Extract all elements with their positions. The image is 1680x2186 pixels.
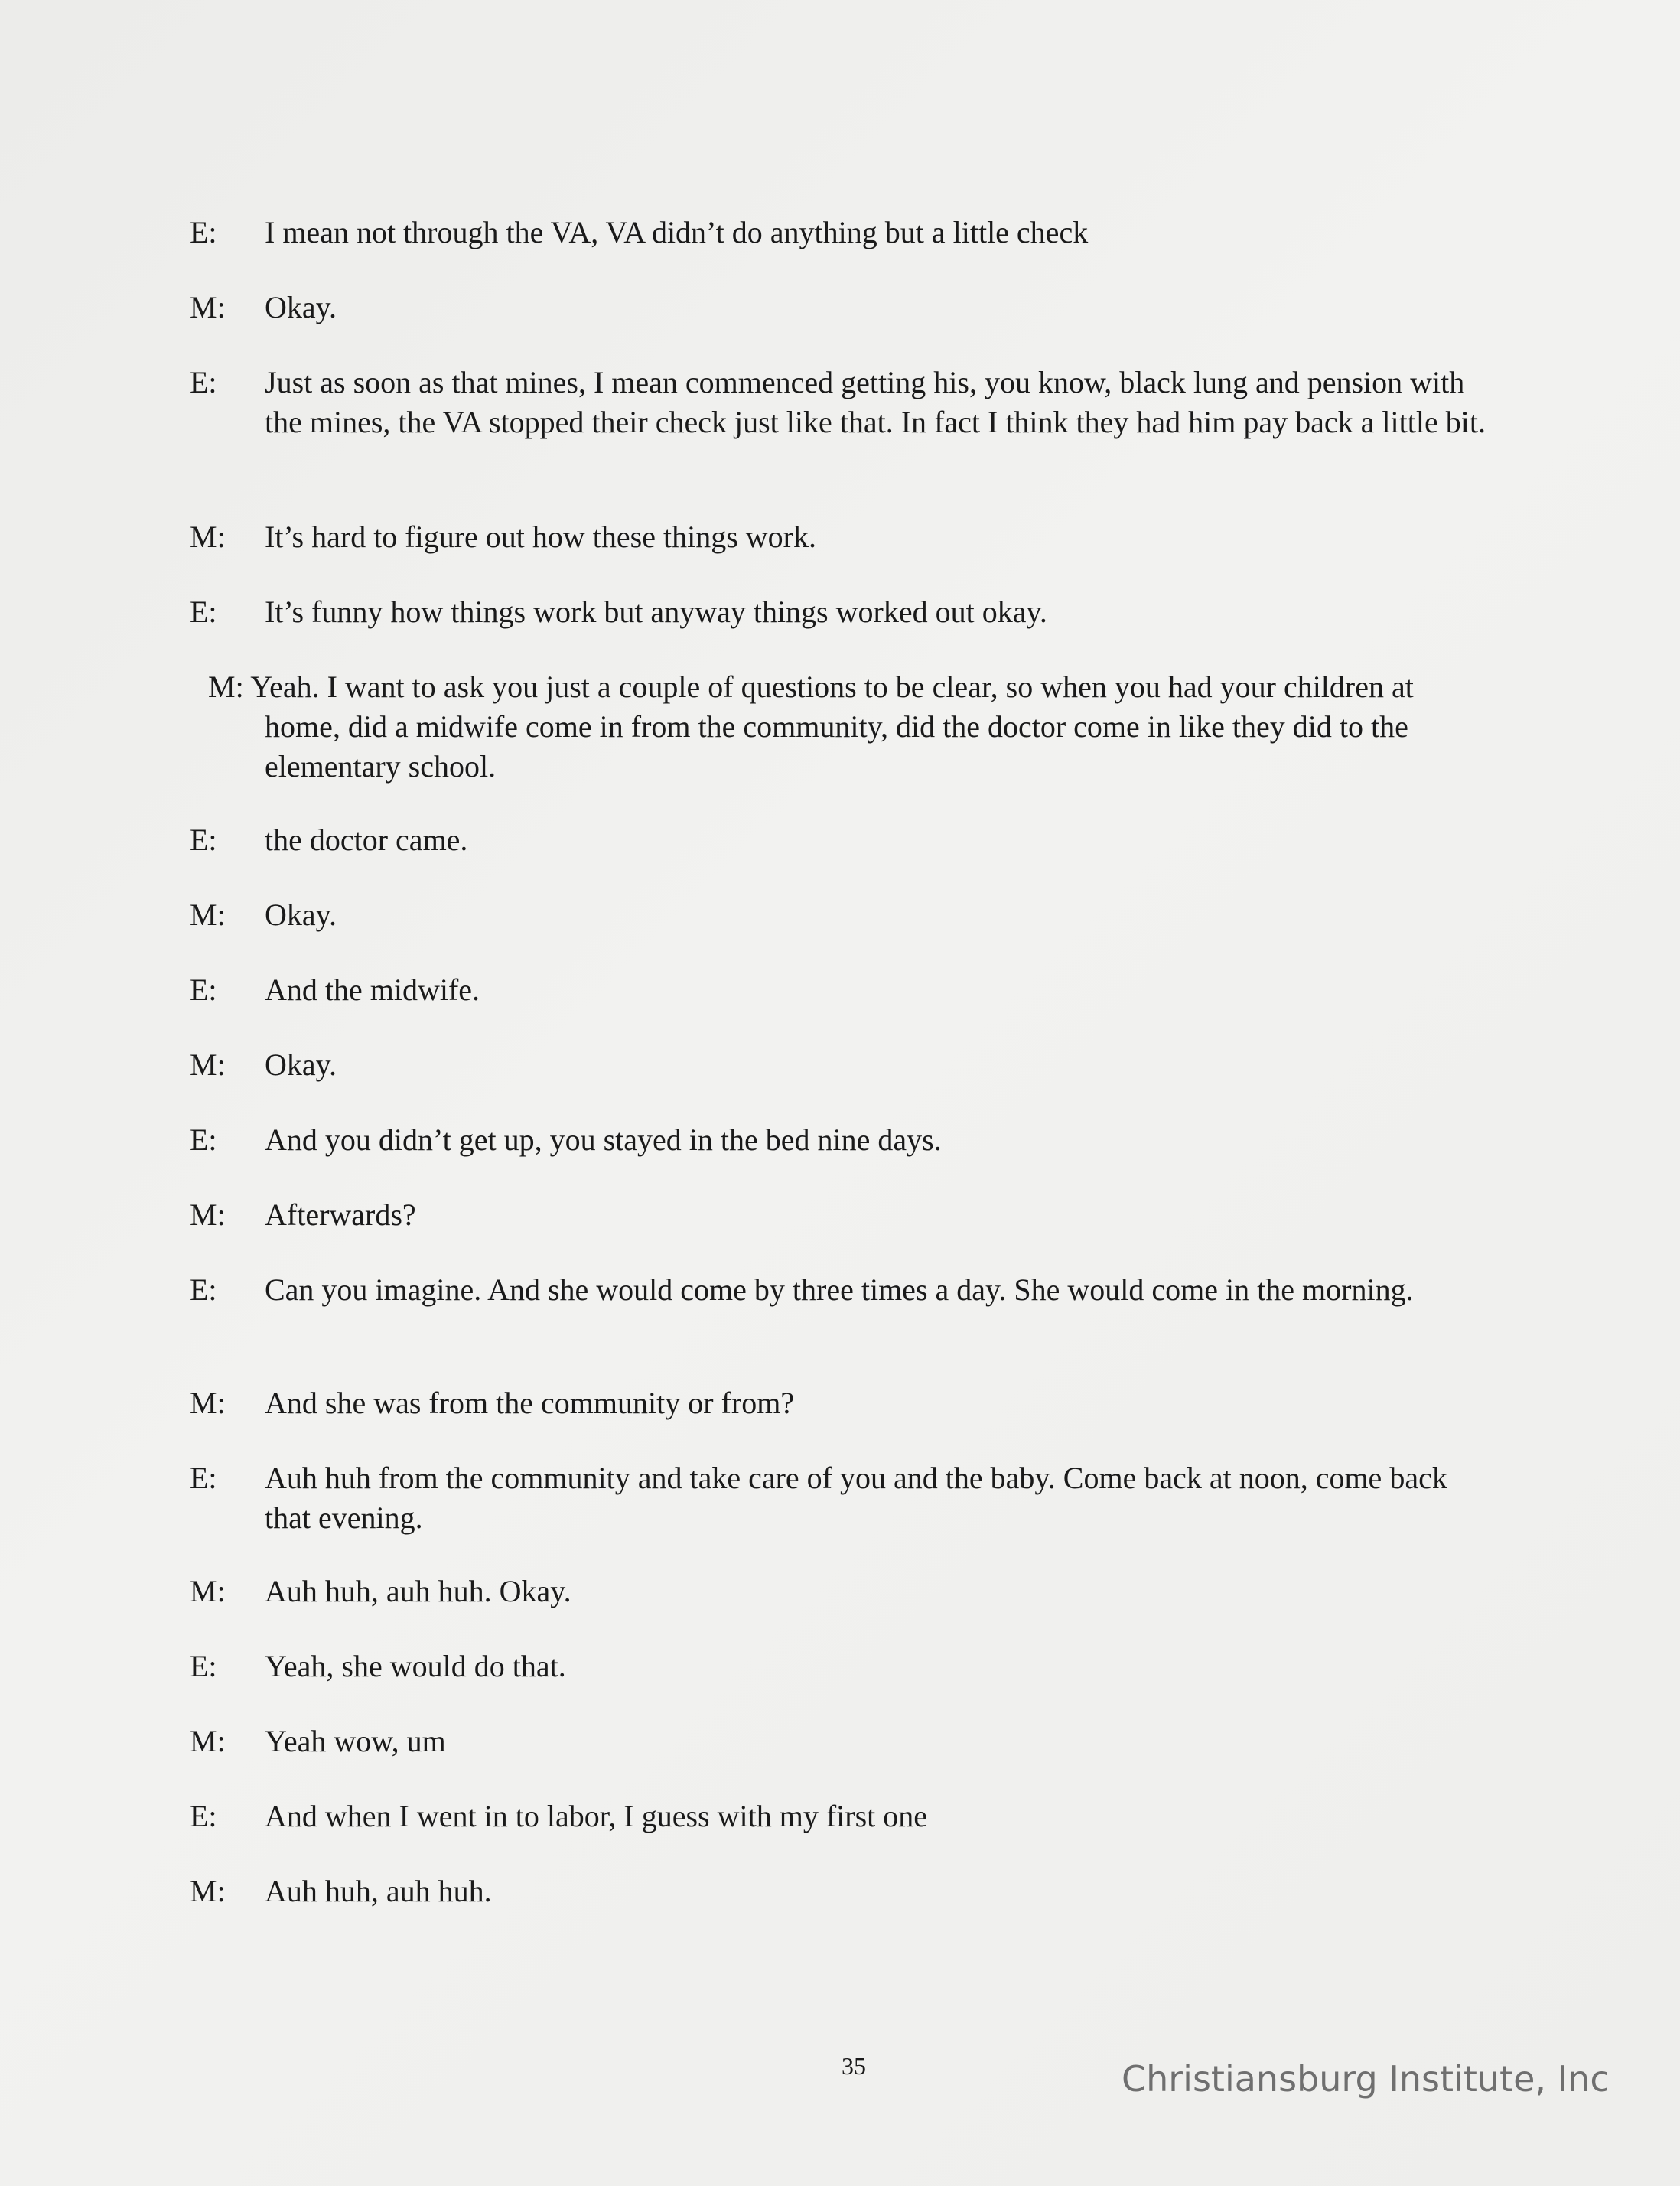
watermark: Christiansburg Institute, Inc: [1122, 2058, 1610, 2100]
speaker-label: E:: [190, 823, 217, 857]
turn-text: Okay.: [265, 898, 337, 932]
turn-text: Auh huh from the community and take care of you and the baby. Come back at noon, come back that evening.: [265, 1461, 1447, 1535]
speaker-label: M:: [190, 520, 226, 554]
speaker-label: E:: [190, 365, 217, 399]
turn-text: Auh huh, auh huh. Okay.: [265, 1574, 571, 1608]
speaker-label: E:: [190, 215, 217, 249]
turn-text: It’s hard to figure out how these things work.: [265, 520, 816, 554]
turn-text: Okay.: [265, 290, 337, 324]
speaker-label: E:: [190, 1799, 217, 1833]
page-number: 35: [842, 2052, 866, 2080]
turn-text: Okay.: [265, 1047, 337, 1082]
speaker-label: E:: [190, 595, 217, 629]
speaker-label: E:: [190, 972, 217, 1007]
speaker-label: M:: [190, 290, 226, 324]
turn-text: Just as soon as that mines, I mean commenced getting his, you know, black lung and pension with the mines, the VA stopped their check just like that. In fact I think they had him pay back a little bit.: [265, 365, 1486, 439]
speaker-label: M:: [190, 1386, 226, 1420]
turn-text: And you didn’t get up, you stayed in the bed nine days.: [265, 1122, 942, 1157]
turn-text: Afterwards?: [265, 1197, 416, 1232]
speaker-label: M:: [190, 1047, 226, 1082]
speaker-label: M:: [190, 1874, 226, 1908]
turn-text: I mean not through the VA, VA didn’t do anything but a little check: [265, 215, 1089, 249]
turn-text: Yeah wow, um: [265, 1724, 446, 1758]
turn-text: Can you imagine. And she would come by three times a day. She would come in the morning.: [265, 1272, 1414, 1307]
speaker-label: E:: [190, 1649, 217, 1683]
speaker-label: E:: [190, 1122, 217, 1157]
speaker-label: E:: [190, 1461, 217, 1495]
turn-text: And when I went in to labor, I guess with my first one: [265, 1799, 928, 1833]
turn-text: And she was from the community or from?: [265, 1386, 795, 1420]
speaker-label: M:: [190, 1724, 226, 1758]
turn-text: Yeah, she would do that.: [265, 1649, 566, 1683]
turn-text: Auh huh, auh huh.: [265, 1874, 492, 1908]
turn-text: the doctor came.: [265, 823, 468, 857]
speaker-label: M:: [190, 1574, 226, 1608]
turn-text: It’s funny how things work but anyway things worked out okay.: [265, 595, 1047, 629]
speaker-label: E:: [190, 1272, 217, 1307]
speaker-label: M:: [190, 1197, 226, 1232]
speaker-label: M:: [190, 898, 226, 932]
turn-text: M: Yeah. I want to ask you just a couple of questions to be clear, so when you had your children at home, did a midwife come in from the community, did the doctor come in like they did to the elementary school.: [208, 669, 1414, 784]
turn-text: And the midwife.: [265, 972, 480, 1007]
